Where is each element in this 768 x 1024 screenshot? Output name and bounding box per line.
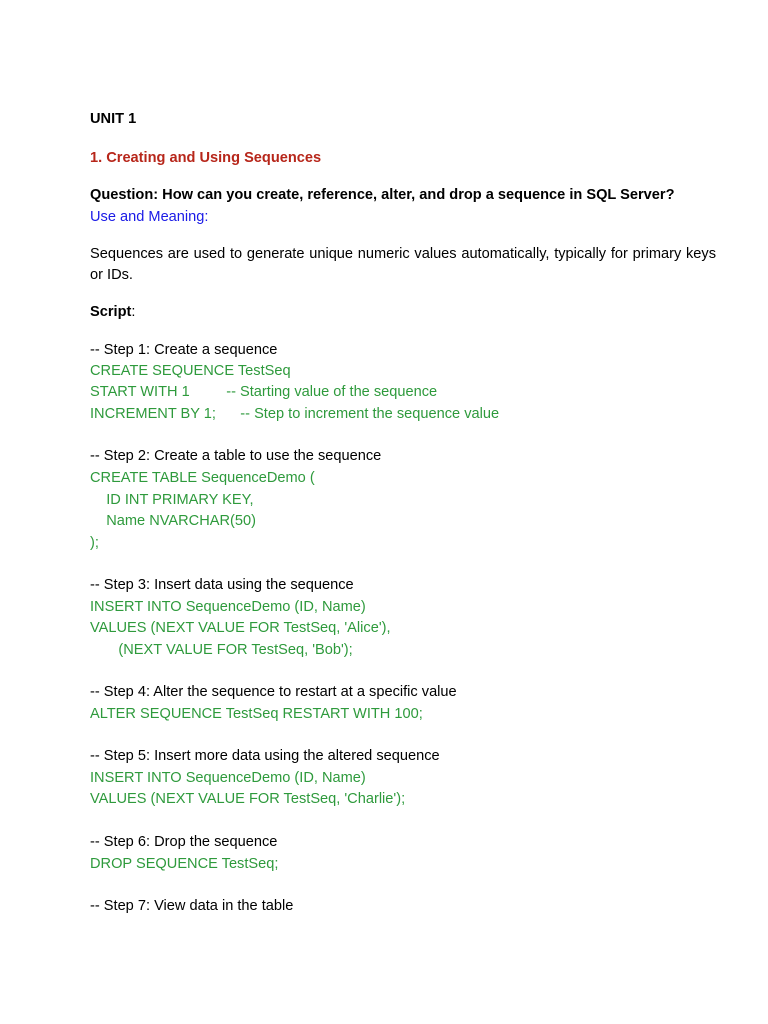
code-line: INSERT INTO SequenceDemo (ID, Name) [90, 770, 366, 786]
code-line: START WITH 1 -- Starting value of the sequence [90, 384, 438, 400]
code-line: (NEXT VALUE FOR TestSeq, 'Bob'); [90, 642, 353, 658]
script-label-text: Script [90, 304, 132, 320]
step-7-comment: -- Step 7: View data in the table [90, 898, 294, 914]
step-2-comment: -- Step 2: Create a table to use the sequence [90, 448, 382, 464]
code-line: Name NVARCHAR(50) [90, 513, 256, 529]
step-4-comment: -- Step 4: Alter the sequence to restart at a specific value [90, 684, 457, 700]
question-text: Question: How can you create, reference, alter, and drop a sequence in SQL Server? [90, 187, 675, 203]
script-label-colon: : [131, 304, 136, 320]
step-3-comment: -- Step 3: Insert data using the sequence [90, 577, 354, 593]
step-5-comment: -- Step 5: Insert more data using the altered sequence [90, 748, 440, 764]
script-label [90, 302, 135, 323]
code-line: CREATE TABLE SequenceDemo ( [90, 470, 315, 486]
step-1-comment: -- Step 1: Create a sequence [90, 342, 278, 358]
code-line: ID INT PRIMARY KEY, [90, 492, 254, 508]
description-paragraph: Sequences are used to generate unique numeric values automatically, typically for primary keys or IDs. [90, 246, 716, 283]
unit-heading: UNIT 1 [90, 111, 137, 127]
code-line: VALUES (NEXT VALUE FOR TestSeq, 'Alice'), [90, 620, 391, 636]
code-line: ); [90, 535, 99, 551]
use-and-meaning-heading: Use and Meaning: [90, 209, 209, 225]
code-line: INCREMENT BY 1; -- Step to increment the sequence value [90, 406, 500, 422]
step-6-comment: -- Step 6: Drop the sequence [90, 834, 278, 850]
code-line: CREATE SEQUENCE TestSeq [90, 363, 291, 379]
code-line: ALTER SEQUENCE TestSeq RESTART WITH 100; [90, 706, 423, 722]
code-line: DROP SEQUENCE TestSeq; [90, 856, 279, 872]
section-title: 1. Creating and Using Sequences [90, 150, 322, 166]
code-line: INSERT INTO SequenceDemo (ID, Name) [90, 599, 366, 615]
code-line: VALUES (NEXT VALUE FOR TestSeq, 'Charlie'); [90, 791, 406, 807]
